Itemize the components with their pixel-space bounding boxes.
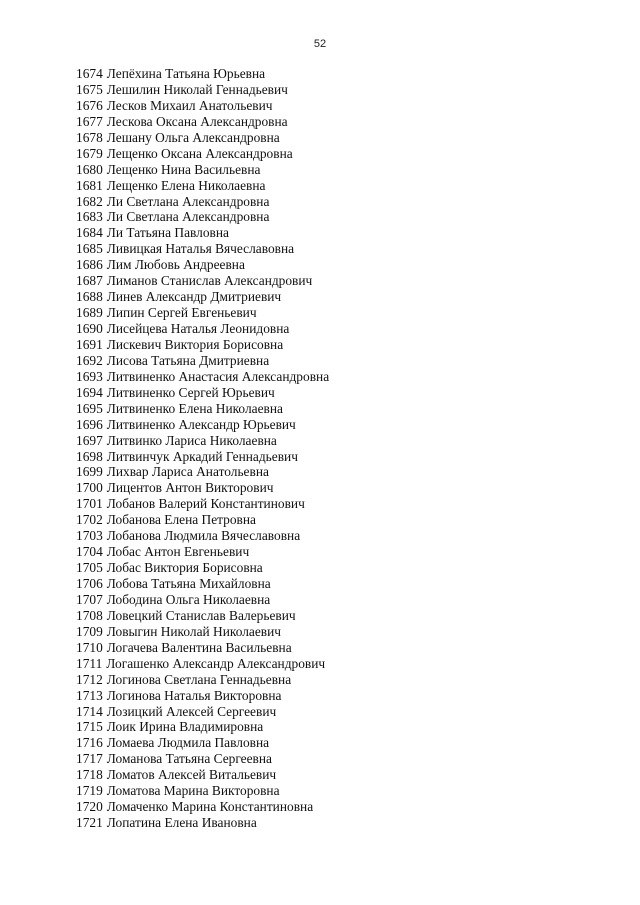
list-item bbox=[76, 672, 329, 688]
entry-name: Литвинко Лариса Николаевна bbox=[106, 432, 277, 448]
entry-name: Литвинчук Аркадий Геннадьевич bbox=[106, 448, 298, 464]
entry-number: 1695 bbox=[76, 400, 103, 416]
entry-name: Лобова Татьяна Михайловна bbox=[106, 576, 271, 591]
list-item bbox=[76, 560, 329, 576]
entry-number: 1691 bbox=[76, 336, 103, 352]
list-item bbox=[76, 369, 329, 385]
list-item bbox=[76, 114, 329, 130]
entry-name: Лоик Ирина Владимировна bbox=[106, 719, 264, 735]
entry-number: 1698 bbox=[76, 448, 103, 464]
list-item bbox=[76, 496, 329, 512]
entry-number: 1689 bbox=[76, 305, 103, 321]
entry-number: 1687 bbox=[76, 273, 103, 289]
entry-number: 1674 bbox=[76, 66, 103, 81]
entry-name: Лободина Ольга Николаевна bbox=[106, 591, 271, 607]
entry-name: Лицентов Антон Викторович bbox=[106, 480, 274, 496]
entry-name: Ломатова Марина Викторовна bbox=[106, 783, 280, 799]
entry-number: 1712 bbox=[76, 671, 103, 687]
entry-name: Ломаченко Марина Константиновна bbox=[106, 799, 314, 815]
list-item bbox=[76, 353, 329, 369]
entry-name: Лешану Ольга Александровна bbox=[106, 129, 280, 145]
list-item bbox=[76, 480, 329, 496]
entry-name: Лобас Виктория Борисовна bbox=[106, 560, 263, 576]
list-item bbox=[76, 433, 329, 449]
entry-name: Лопатина Елена Ивановна bbox=[106, 815, 257, 831]
list-item bbox=[76, 417, 329, 433]
entry-number: 1702 bbox=[76, 512, 103, 528]
entry-name: Лисова Татьяна Дмитриевна bbox=[106, 352, 270, 368]
list-item bbox=[76, 98, 329, 114]
list-item bbox=[76, 257, 329, 273]
entry-name: Ли Татьяна Павловна bbox=[106, 225, 229, 241]
entry-name: Литвиненко Анастасия Александровна bbox=[106, 368, 330, 384]
entry-number: 1680 bbox=[76, 161, 103, 177]
entry-number: 1683 bbox=[76, 209, 103, 225]
entry-name: Литвиненко Александр Юрьевич bbox=[106, 416, 296, 432]
entry-number: 1714 bbox=[76, 703, 103, 719]
list-item bbox=[76, 241, 329, 257]
entry-name: Логашенко Александр Александрович bbox=[106, 655, 326, 671]
entry-number: 1679 bbox=[76, 145, 103, 161]
entry-number: 1676 bbox=[76, 97, 103, 113]
entry-name: Ловыгин Николай Николаевич bbox=[106, 623, 282, 639]
entry-number: 1705 bbox=[76, 560, 103, 576]
entry-number: 1684 bbox=[76, 225, 103, 241]
entry-name: Липин Сергей Евгеньевич bbox=[106, 305, 257, 321]
entry-number: 1678 bbox=[76, 129, 103, 145]
entry-number: 1707 bbox=[76, 591, 103, 607]
list-item bbox=[76, 130, 329, 146]
entry-number: 1703 bbox=[76, 528, 103, 544]
entry-name: Лискевич Виктория Борисовна bbox=[106, 336, 284, 352]
entry-name: Ловецкий Станислав Валерьевич bbox=[106, 607, 296, 623]
entry-name: Лепёхина Татьяна Юрьевна bbox=[106, 66, 266, 81]
entry-number: 1692 bbox=[76, 352, 103, 368]
entry-number: 1704 bbox=[76, 544, 103, 560]
entry-number: 1708 bbox=[76, 607, 103, 623]
list-item bbox=[76, 767, 329, 783]
entry-name: Литвиненко Сергей Юрьевич bbox=[106, 384, 275, 400]
entry-number: 1694 bbox=[76, 384, 103, 400]
entry-name: Лобас Антон Евгеньевич bbox=[106, 544, 250, 560]
entry-number: 1713 bbox=[76, 687, 103, 703]
entry-number: 1718 bbox=[76, 767, 103, 783]
entry-name: Лобанова Елена Петровна bbox=[106, 512, 256, 528]
entry-name: Лиманов Станислав Александрович bbox=[106, 273, 313, 289]
entry-name: Лим Любовь Андреевна bbox=[106, 257, 245, 273]
entry-number: 1701 bbox=[76, 496, 103, 512]
list-item bbox=[76, 704, 329, 720]
list-item bbox=[76, 146, 329, 162]
entry-number: 1696 bbox=[76, 416, 103, 432]
entry-number: 1706 bbox=[76, 576, 103, 591]
list-item bbox=[76, 783, 329, 799]
list-item bbox=[76, 178, 329, 194]
entry-number: 1715 bbox=[76, 719, 103, 735]
list-item bbox=[76, 194, 329, 210]
list-item bbox=[76, 209, 329, 225]
list-item bbox=[76, 401, 329, 417]
entry-number: 1719 bbox=[76, 783, 103, 799]
page-number: 52 bbox=[313, 38, 327, 50]
entry-number: 1682 bbox=[76, 193, 103, 209]
list-item bbox=[76, 640, 329, 656]
list-item bbox=[76, 751, 329, 767]
entry-number: 1686 bbox=[76, 257, 103, 273]
entry-name: Литвиненко Елена Николаевна bbox=[106, 400, 283, 416]
list-item bbox=[76, 66, 329, 82]
entry-number: 1675 bbox=[76, 81, 103, 97]
entry-name: Ломанова Татьяна Сергеевна bbox=[106, 751, 272, 767]
list-item bbox=[76, 273, 329, 289]
entry-name: Линев Александр Дмитриевич bbox=[106, 289, 282, 305]
entry-name: Ливицкая Наталья Вячеславовна bbox=[106, 241, 295, 257]
entry-name: Лескова Оксана Александровна bbox=[106, 113, 288, 129]
list-item bbox=[76, 289, 329, 305]
entry-number: 1690 bbox=[76, 321, 103, 336]
entry-name: Логинова Светлана Геннадьевна bbox=[106, 671, 292, 687]
entry-number: 1685 bbox=[76, 241, 103, 257]
entry-number: 1711 bbox=[76, 655, 103, 671]
entry-number: 1710 bbox=[76, 639, 103, 655]
list-item bbox=[76, 735, 329, 751]
entry-name: Ли Светлана Александровна bbox=[106, 193, 270, 209]
list-item bbox=[76, 162, 329, 178]
list-item bbox=[76, 656, 329, 672]
entry-name: Лещенко Елена Николаевна bbox=[106, 177, 266, 193]
list-item bbox=[76, 512, 329, 528]
list-item bbox=[76, 528, 329, 544]
entry-number: 1681 bbox=[76, 177, 103, 193]
list-item bbox=[76, 464, 329, 480]
list-item bbox=[76, 608, 329, 624]
entry-name: Лозицкий Алексей Сергеевич bbox=[106, 703, 277, 719]
list-item bbox=[76, 449, 329, 465]
entry-name: Лобанов Валерий Константинович bbox=[106, 496, 305, 512]
entry-name: Лисейцева Наталья Леонидовна bbox=[106, 321, 290, 336]
list-item bbox=[76, 82, 329, 98]
entry-number: 1699 bbox=[76, 464, 103, 480]
entry-number: 1720 bbox=[76, 799, 103, 815]
entry-number: 1716 bbox=[76, 735, 103, 751]
list-item bbox=[76, 321, 329, 337]
entry-number: 1709 bbox=[76, 623, 103, 639]
entry-number: 1693 bbox=[76, 368, 103, 384]
entry-name: Ломатов Алексей Витальевич bbox=[106, 767, 277, 783]
list-item bbox=[76, 688, 329, 704]
entry-name: Ли Светлана Александровна bbox=[106, 209, 270, 225]
entry-name: Лещенко Оксана Александровна bbox=[106, 145, 293, 161]
list-item bbox=[76, 225, 329, 241]
entry-name: Лещенко Нина Васильевна bbox=[106, 161, 261, 177]
entry-name: Лесков Михаил Анатольевич bbox=[106, 97, 273, 113]
list-item bbox=[76, 799, 329, 815]
entry-name: Логинова Наталья Викторовна bbox=[106, 687, 282, 703]
list-item bbox=[76, 385, 329, 401]
entry-number: 1677 bbox=[76, 113, 103, 129]
entry-name: Ломаева Людмила Павловна bbox=[106, 735, 270, 751]
list-item bbox=[76, 592, 329, 608]
entry-name: Лобанова Людмила Вячеславовна bbox=[106, 528, 301, 544]
list-item bbox=[76, 815, 329, 831]
entry-number: 1721 bbox=[76, 815, 103, 831]
entry-name: Лешилин Николай Геннадьевич bbox=[106, 81, 288, 97]
entry-number: 1717 bbox=[76, 751, 103, 767]
entry-name: Логачева Валентина Васильевна bbox=[106, 639, 292, 655]
entry-name: Лихвар Лариса Анатольевна bbox=[106, 464, 269, 480]
list-item bbox=[76, 544, 329, 560]
list-item bbox=[76, 576, 329, 592]
entry-number: 1700 bbox=[76, 480, 103, 496]
name-list bbox=[76, 66, 329, 831]
list-item bbox=[76, 624, 329, 640]
list-item bbox=[76, 305, 329, 321]
list-item bbox=[76, 337, 329, 353]
entry-number: 1697 bbox=[76, 432, 103, 448]
entry-number: 1688 bbox=[76, 289, 103, 305]
list-item bbox=[76, 719, 329, 735]
